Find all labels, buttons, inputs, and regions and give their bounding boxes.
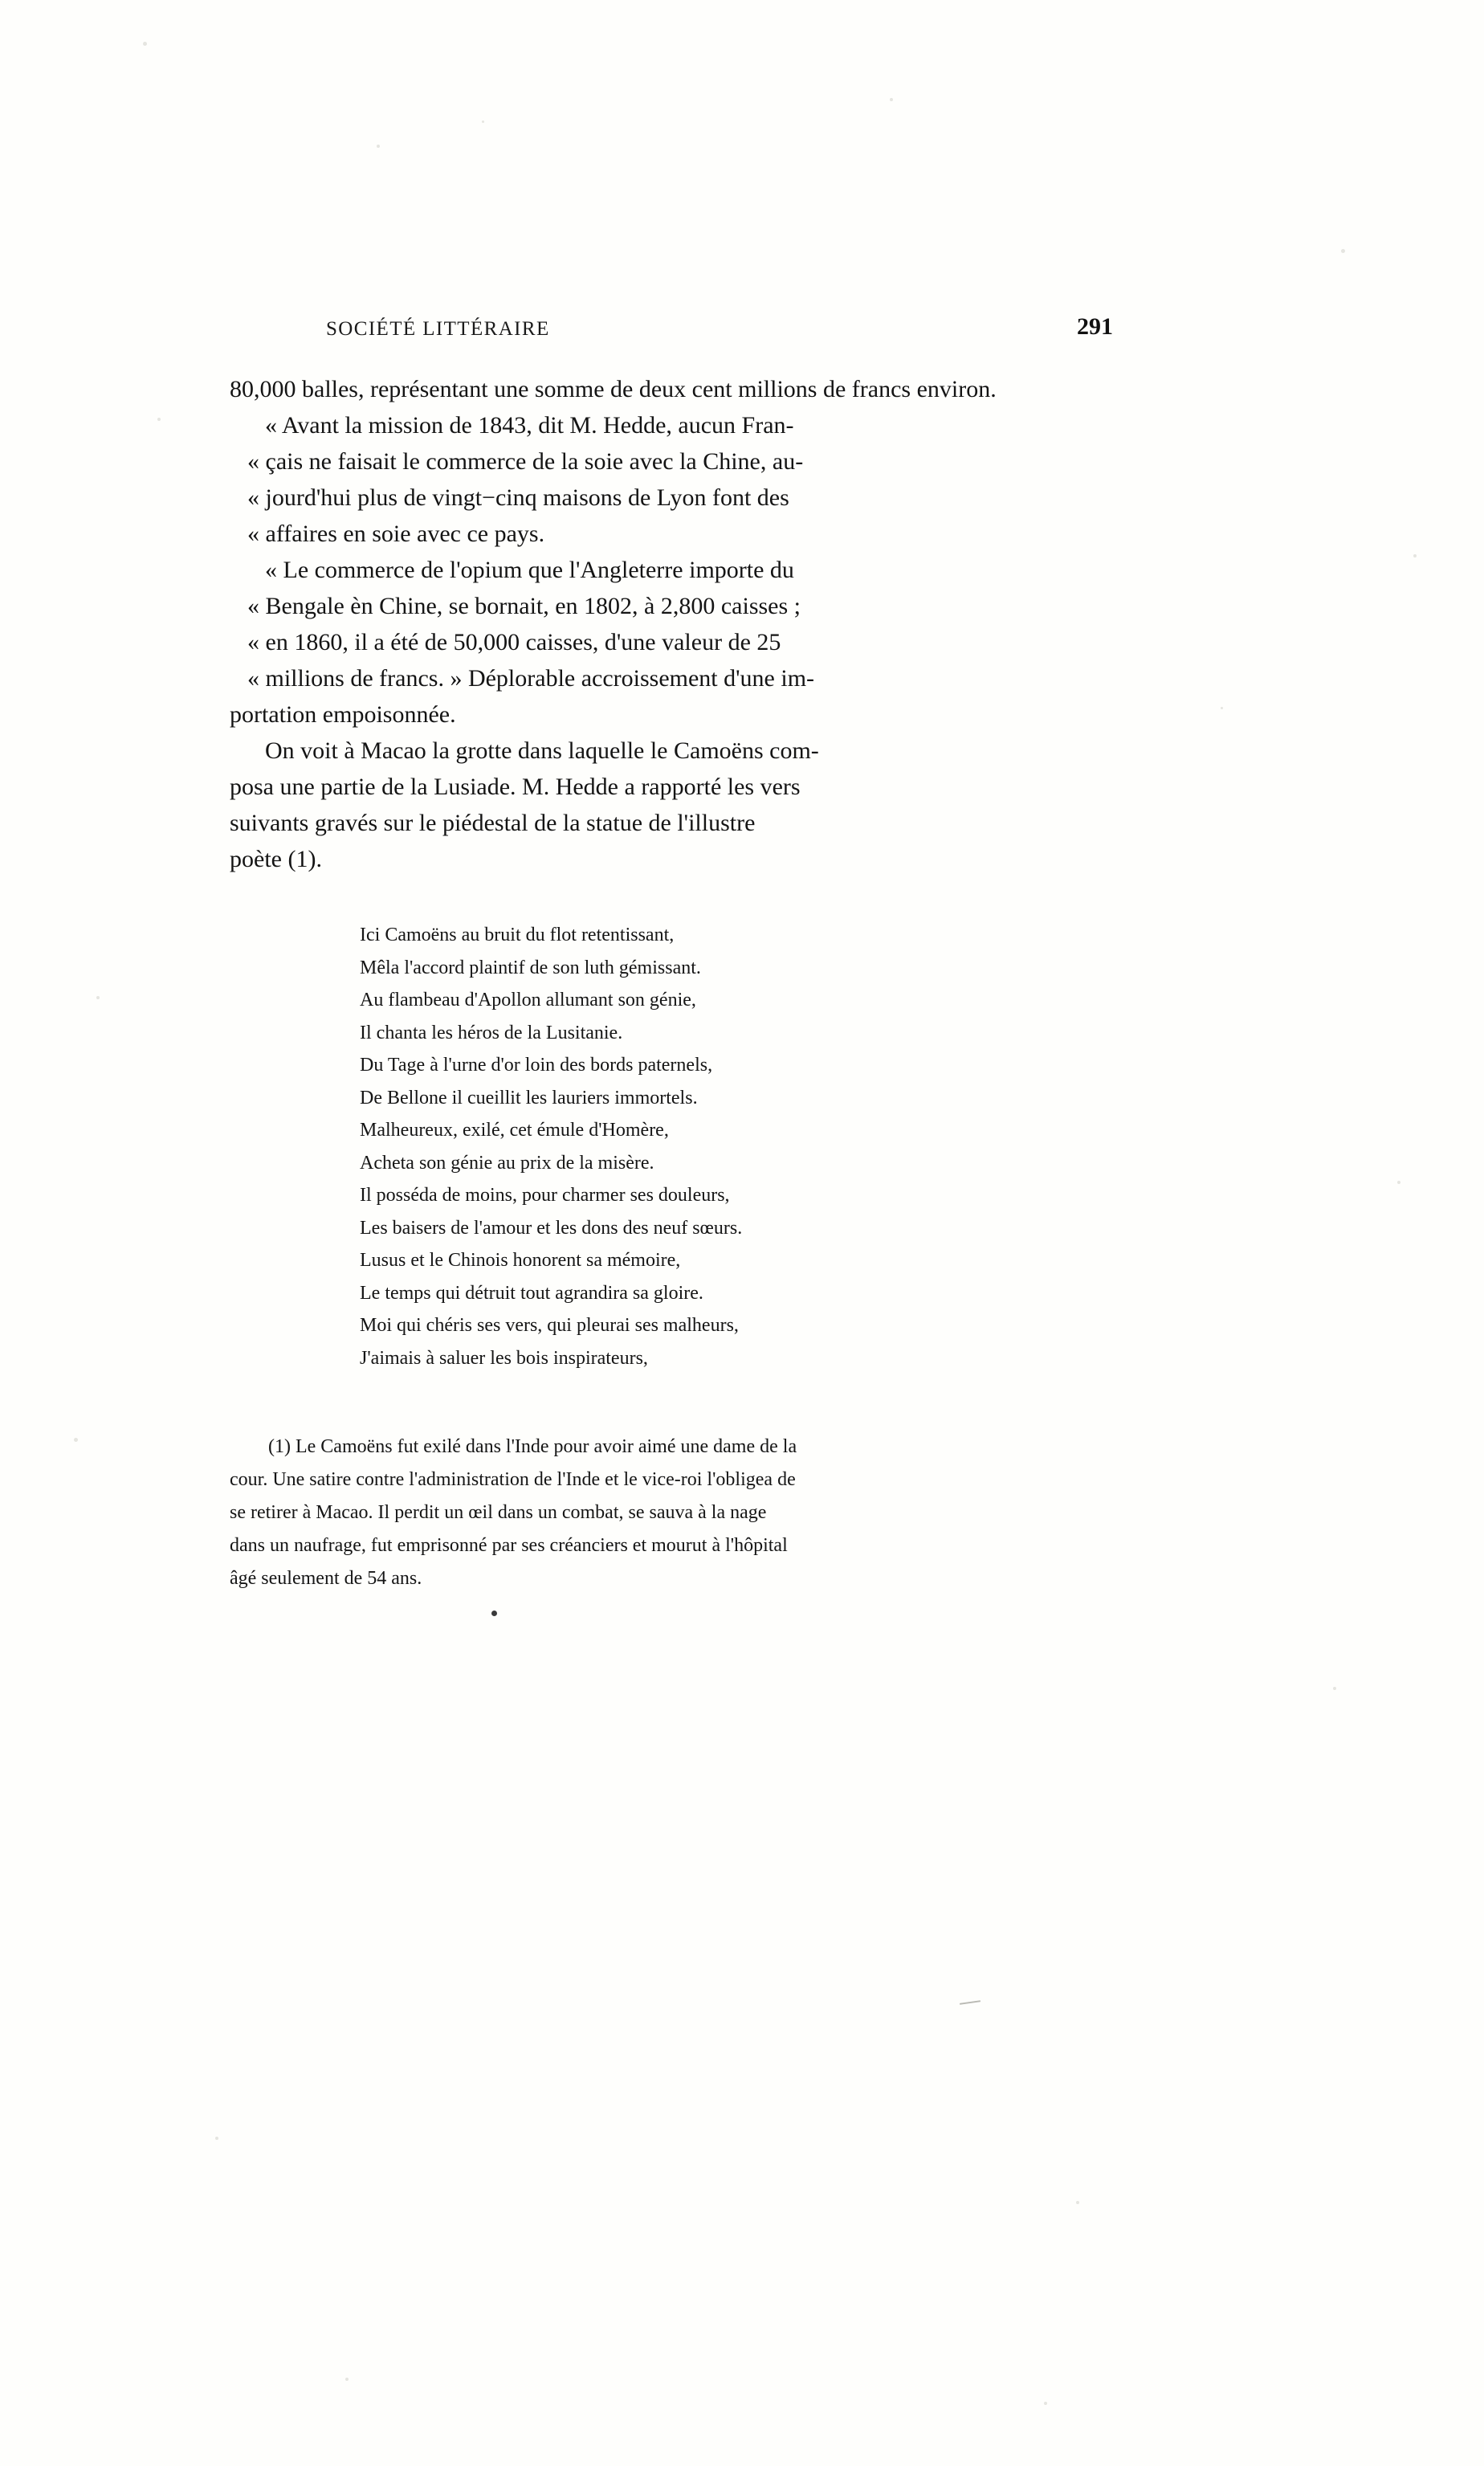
paragraph: « affaires en soie avec ce pays. — [247, 521, 545, 547]
paragraph: « millions de francs. » Déplorable accroissement d'une im- — [247, 665, 815, 692]
ink-blot — [491, 1611, 497, 1616]
verse-line: Ici Camoëns au bruit du flot retentissant, — [360, 925, 675, 945]
verse-line: Il posséda de moins, pour charmer ses douleurs, — [360, 1185, 730, 1206]
verse-line: De Bellone il cueillit les lauriers immortels. — [360, 1087, 698, 1108]
verse-line: Mêla l'accord plaintif de son luth gémissant. — [360, 957, 701, 978]
paragraph: suivants gravés sur le piédestal de la statue de l'illustre — [230, 810, 756, 836]
paragraph: « Le commerce de l'opium que l'Angleterre importe du — [265, 557, 794, 583]
verse-block — [360, 919, 1124, 1374]
verse-line: Malheureux, exilé, cet émule d'Homère, — [360, 1120, 669, 1141]
running-head — [230, 313, 1124, 355]
paragraph: On voit à Macao la grotte dans laquelle le Camoëns com- — [265, 737, 819, 764]
footnote-line: se retirer à Macao. Il perdit un œil dans un combat, se sauva à la nage — [230, 1502, 767, 1523]
verse-line: Au flambeau d'Apollon allumant son génie, — [360, 990, 696, 1010]
verse-line: Le temps qui détruit tout agrandira sa gloire. — [360, 1282, 703, 1304]
paragraph: posa une partie de la Lusiade. M. Hedde a rapporté les vers — [230, 774, 801, 800]
verse-line: Il chanta les héros de la Lusitanie. — [360, 1022, 623, 1043]
paragraph: « en 1860, il a été de 50,000 caisses, d'une valeur de 25 — [247, 629, 781, 655]
paragraph: « Avant la mission de 1843, dit M. Hedde, aucun Fran- — [265, 412, 794, 439]
verse-line: Du Tage à l'urne d'or loin des bords paternels, — [360, 1055, 713, 1076]
verse-line: Les baisers de l'amour et les dons des neuf sœurs. — [360, 1217, 743, 1239]
paragraph: 80,000 balles, représentant une somme de deux cent millions de francs environ. — [230, 376, 997, 402]
verse-line: Lusus et le Chinois honorent sa mémoire, — [360, 1250, 681, 1271]
paragraph: « jourd'hui plus de vingt−cinq maisons de Lyon font des — [247, 484, 789, 511]
stray-mark — [960, 2000, 980, 2005]
footnote-line: dans un naufrage, fut emprisonné par ses créanciers et mourut à l'hôpital — [230, 1535, 788, 1556]
paragraph: portation empoisonnée. — [230, 701, 456, 728]
verse-line: Moi qui chéris ses vers, qui pleurai ses malheurs, — [360, 1315, 739, 1336]
running-head-title: SOCIÉTÉ LITTÉRAIRE — [326, 318, 550, 340]
footnote-line: cour. Une satire contre l'administration de l'Inde et le vice-roi l'obligea de — [230, 1469, 796, 1490]
verse-line: Acheta son génie au prix de la misère. — [360, 1152, 654, 1174]
paragraph: « çais ne faisait le commerce de la soie avec la Chine, au- — [247, 448, 804, 475]
footnote-line: âgé seulement de 54 ans. — [230, 1568, 422, 1589]
paragraph: poète (1). — [230, 846, 322, 872]
footnote-line: (1) Le Camoëns fut exilé dans l'Inde pour avoir aimé une dame de la — [268, 1436, 797, 1457]
verse-line: J'aimais à saluer les bois inspirateurs, — [360, 1347, 648, 1369]
page-number: 291 — [1077, 313, 1113, 340]
paragraph: « Bengale èn Chine, se bornait, en 1802, à 2,800 caisses ; — [247, 593, 801, 619]
footnote — [230, 1431, 1113, 1595]
page-content — [230, 313, 1124, 1595]
